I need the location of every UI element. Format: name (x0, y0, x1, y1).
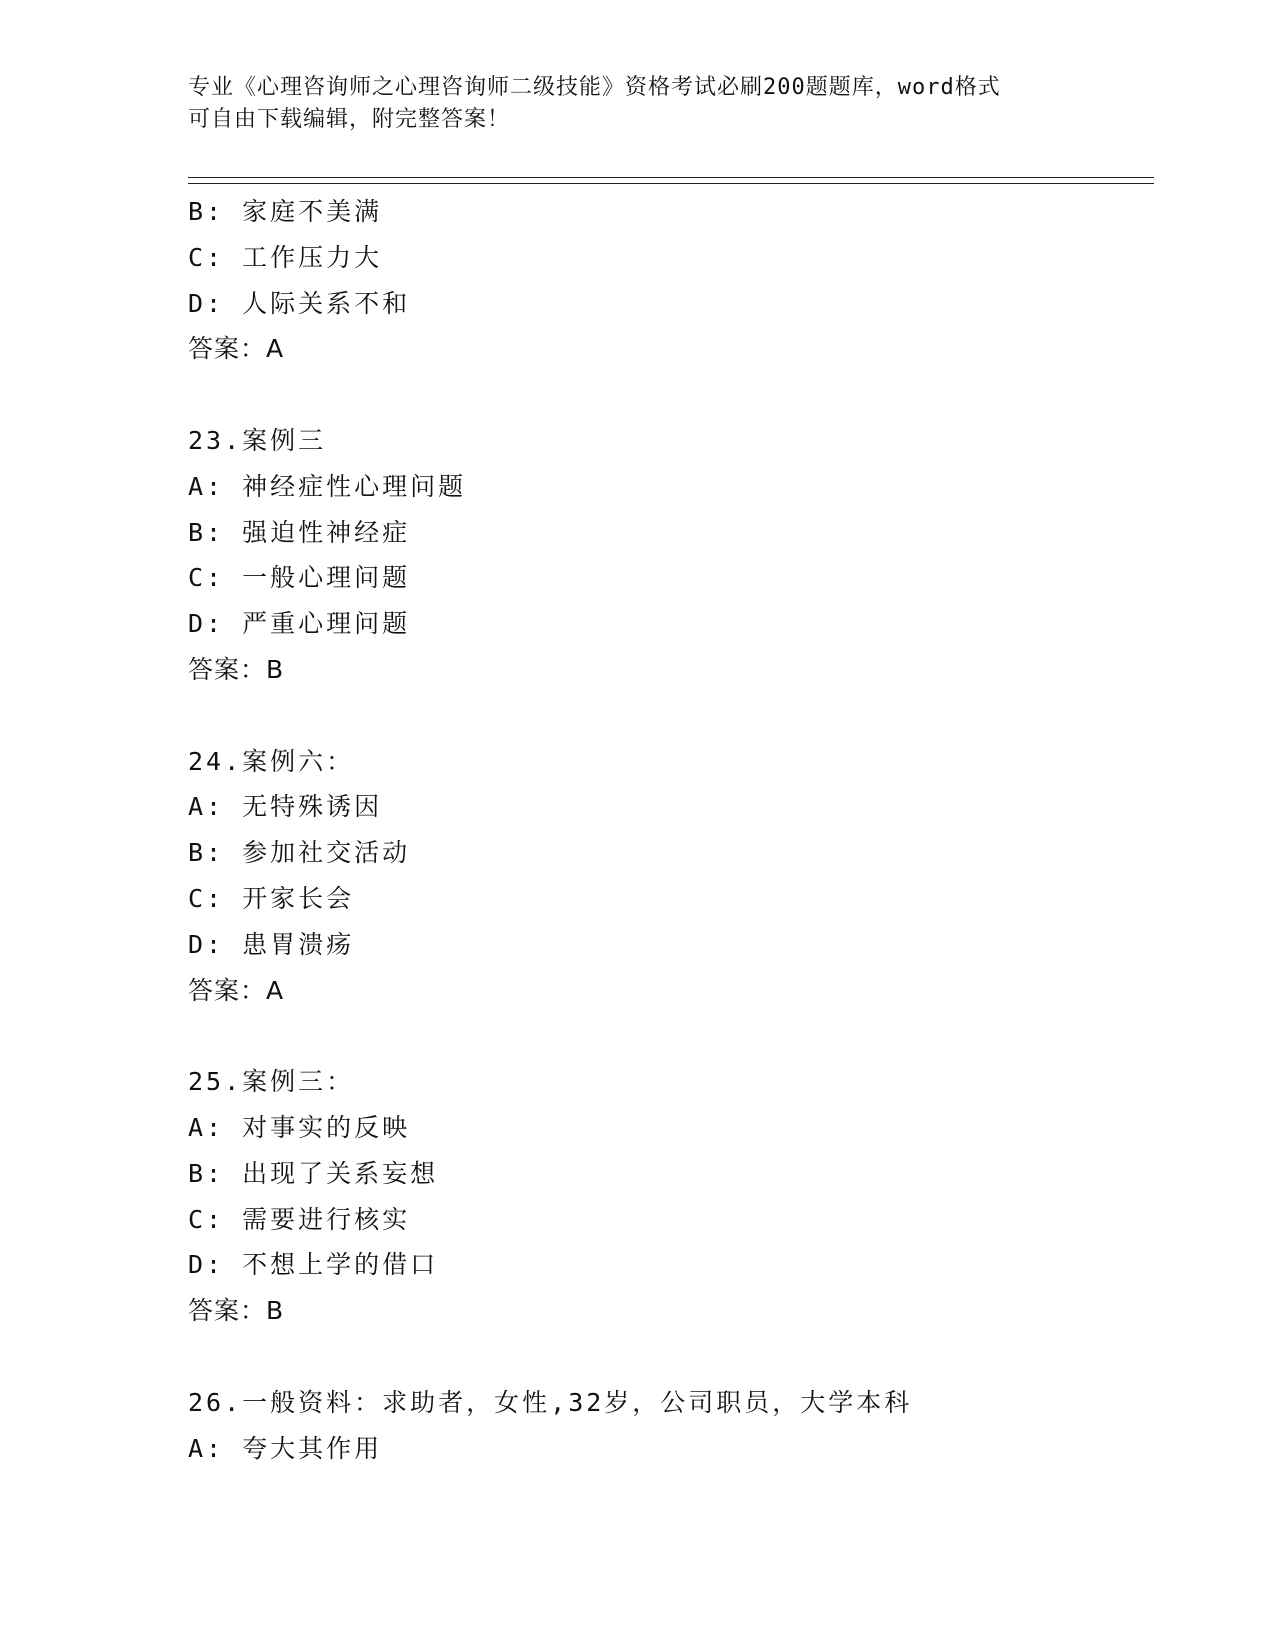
option-line: C: 开家长会 (188, 883, 355, 913)
option-line: B: 出现了关系妄想 (188, 1158, 439, 1188)
question-title: 25.案例三： (188, 1067, 355, 1097)
question-block (188, 418, 1148, 693)
option-line: B: 参加社交活动 (188, 838, 411, 868)
header-title-line-1: 专业《心理咨询师之心理咨询师二级技能》资格考试必刷200题题库，word格式 (188, 75, 1001, 100)
option-line: D: 人际关系不和 (188, 288, 411, 318)
question-block (188, 739, 1148, 1014)
question-title: 23.案例三 (188, 425, 327, 455)
option-line: A: 无特殊诱因 (188, 792, 383, 822)
option-line: D: 严重心理问题 (188, 609, 411, 639)
header-divider-top (188, 177, 1154, 178)
block-spacer (188, 1013, 1148, 1059)
question-block (188, 1059, 1148, 1334)
question-list (188, 189, 1148, 1471)
option-line: A: 神经症性心理问题 (188, 471, 467, 501)
question-title: 26.一般资料：求助者，女性,32岁，公司职员，大学本科 (188, 1387, 913, 1417)
answer-line: 答案：A (188, 975, 285, 1005)
header-title-line-2: 可自由下载编辑，附完整答案！ (188, 107, 511, 132)
option-line: B: 家庭不美满 (188, 197, 383, 226)
option-line: B: 强迫性神经症 (188, 517, 411, 547)
answer-line: 答案：B (188, 654, 285, 684)
block-spacer (188, 693, 1148, 739)
question-block (188, 1380, 1148, 1472)
option-line: A: 夸大其作用 (188, 1433, 383, 1463)
option-line: C: 一般心理问题 (188, 563, 411, 593)
document-header (188, 72, 1088, 136)
option-line: C: 工作压力大 (188, 242, 383, 272)
block-spacer (188, 1334, 1148, 1380)
option-line: D: 不想上学的借口 (188, 1250, 439, 1280)
answer-line: 答案：B (188, 1296, 285, 1326)
option-line: A: 对事实的反映 (188, 1112, 411, 1142)
option-line: C: 需要进行核实 (188, 1204, 411, 1234)
header-divider-bottom (188, 183, 1154, 184)
answer-line: 答案：A (188, 334, 285, 364)
block-spacer (188, 372, 1148, 418)
question-title: 24.案例六： (188, 746, 355, 776)
question-block (188, 189, 1148, 372)
option-line: D: 患胃溃疡 (188, 929, 355, 959)
